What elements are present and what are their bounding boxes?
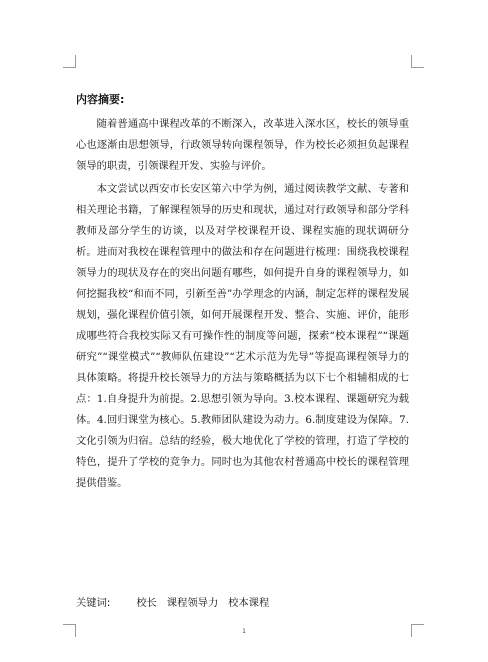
page-number: 1 — [242, 628, 246, 635]
abstract-heading: 内容摘要: — [76, 93, 125, 106]
keywords-label: 关键词: — [76, 597, 111, 609]
keywords-terms: 校长 课程领导力 校本课程 — [136, 597, 270, 609]
abstract-paragraph-1: 随着普通高中课程改革的不断深入，改革进入深水区，校长的领导重心也逐渐由思想领导，行政领导转向课程领导，作为校长必须担负起课程领导的职责，引领课程开发、实验与评价。 — [76, 118, 409, 172]
abstract-section — [76, 93, 409, 494]
abstract-paragraph-2: 本文尝试以西安市长安区第六中学为例，通过阅读教学文献、专著和相关理论书籍，了解课程领导的历史和现状，通过对行政领导和部分学科教师及部分学生的访谈，以及对学校课程开设、课程实施的现状调研分析。进而对我校在课程管理中的做法和存在问题进行梳理：围绕我校课程领导力的现状及存在的突出问题有哪些，如何提升自身的课程领导力，如何挖掘我校“和而不同，引新至善”办学理念的内涵，制定怎样的课程发展规划，强化课程价值引领，如何开展课程开发、整合、实施、评价，能形成哪些符合我校实际又有可操作性的制度等问题，探索“校本课程”“课题研究”“课堂模式”“教师队伍建设”“艺术示范为先导”等提高课程领导力的具体策略。将提升校长领导力的方法与策略概括为以下七个相辅相成的七点：1.自身提升为前提。2.思想引领为导向。3.校本课程、课题研究为载体。4.回归课堂为核心。5.教师团队建设为动力。6.制度建设为保障。7.文化引领为归宿。总结的经验，极大地优化了学校的管理，打造了学校的特色，提升了学校的竞争力。同时也为其他农村普通高中校长的课程管理提供借鉴。 — [76, 183, 409, 489]
keywords-line — [76, 595, 409, 611]
crop-mark-top-right — [411, 55, 424, 68]
crop-mark-top-left — [63, 55, 76, 68]
